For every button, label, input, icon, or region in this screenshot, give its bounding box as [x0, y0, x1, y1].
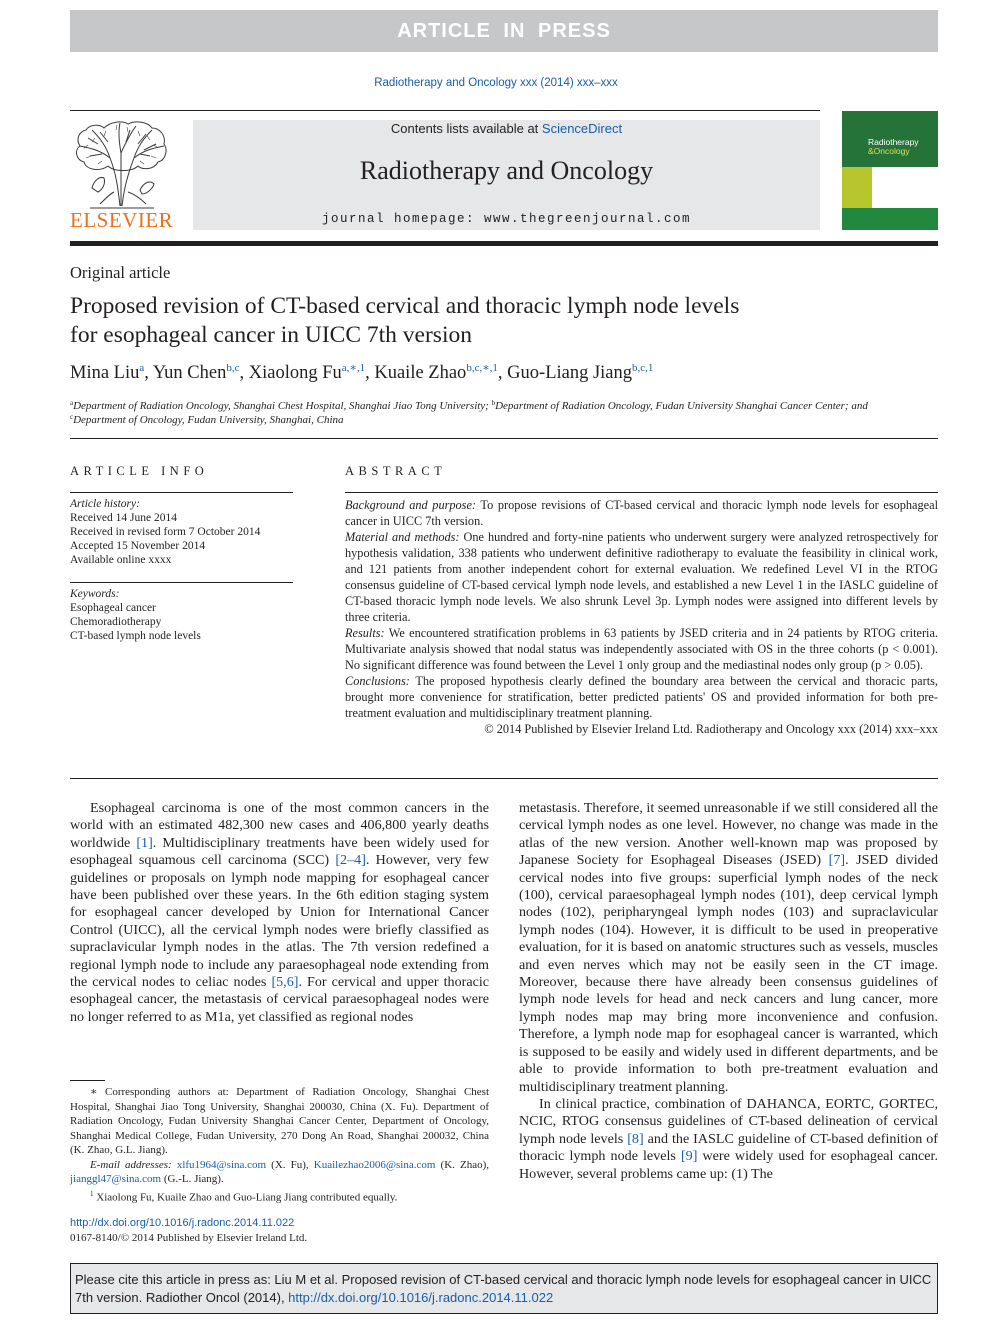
abstract-copyright: © 2014 Published by Elsevier Ireland Ltd. Radiotherapy and Oncology xxx (2014) xxx–xxx: [484, 722, 938, 736]
article-title: [70, 292, 870, 350]
cover-title-line2: &Oncology: [868, 146, 910, 156]
article-info-rule: [70, 492, 293, 493]
affiliation-line-2: [70, 410, 938, 427]
body-text: In clinical practice, combination of DAHANCA, EORTC, GORTEC, NCIC, RTOG consensus guidelines of CT-based delineation of cervical lymph node levels: [519, 1095, 938, 1147]
journal-title: Radiotherapy and Oncology: [359, 156, 654, 185]
article-info-heading: ARTICLE INFO: [70, 464, 209, 478]
abstract-text: One hundred and forty-nine patients who underwent surgery were analyzed retrospectively for hypothesis validation, 338 patients who underwent definitive radiotherapy to evaluate the feasibility in clinical work, and 121 patients from another independent cohort for external evaluation. We redefined Level VI in the RTOG consensus guideline of CT-based cervical lymph node levels, and established a new Level 1 in the IASLC guideline of CT-based thoracic lymph node levels. We also shrunk Level 3p. Lymph nodes were assigned into different levels by three criteria.: [345, 530, 938, 624]
abstract-text: To propose revisions of CT-based cervical and thoracic lymph node levels for esophageal cancer in UICC 7th version.: [345, 498, 938, 528]
affiliation-mark: a: [70, 399, 74, 407]
issn-line: 0167-8140/© 2014 Published by Elsevier Ireland Ltd.: [70, 1232, 308, 1244]
cover-title-line1: Radiotherapy: [868, 137, 919, 147]
article-title-line2: for esophageal cancer in UICC 7th version: [70, 322, 472, 348]
author-name[interactable]: Mina Liu: [70, 363, 140, 383]
cover-white-block: [872, 167, 938, 208]
abstract-bottom-rule: [70, 778, 938, 779]
author-affiliation-mark[interactable]: b,c,1: [632, 362, 654, 374]
doi-line: [70, 1217, 294, 1229]
contents-line: [193, 121, 820, 136]
keyword: CT-based lymph node levels: [70, 630, 201, 642]
abstract-label: Background and purpose:: [345, 498, 477, 512]
author-affiliation-mark[interactable]: b,c,∗,1: [466, 362, 498, 374]
affiliation-mark: b: [491, 399, 496, 407]
journal-homepage[interactable]: journal homepage: www.thegreenjournal.com: [321, 212, 692, 226]
abstract-results: [345, 625, 938, 673]
footnote-mark: ∗: [90, 1086, 98, 1098]
footnote-rule: [70, 1080, 105, 1081]
abstract-body: [345, 497, 938, 737]
header-rule: [70, 110, 820, 111]
keyword: Chemoradiotherapy: [70, 616, 162, 628]
email-owner: (X. Fu),: [266, 1158, 314, 1171]
keywords-rule: [70, 582, 293, 583]
author-separator: ,: [365, 363, 375, 383]
section-rule: [70, 438, 938, 439]
keywords-label: Keywords:: [70, 588, 120, 600]
author-list: [70, 361, 653, 384]
history-received: Received 14 June 2014: [70, 512, 177, 524]
abstract-background: [345, 497, 938, 529]
abstract-text: We encountered stratification problems in 63 patients by JSED criteria and in 24 patients by RTOG criteria. Multivariate analysis showed that nodal status was independently associated with OS in the three cohorts (p < 0.001). No significant difference was found between the Level 1 only group and the mediastinal nodes only group (p > 0.05).: [345, 626, 938, 672]
body-paragraph: [519, 1096, 938, 1183]
abstract-label: Material and methods:: [345, 530, 460, 544]
email-link[interactable]: xlfu1964@sina.com: [176, 1158, 267, 1171]
article-title-line1: Proposed revision of CT-based cervical and thoracic lymph node levels: [70, 293, 740, 319]
author-affiliation-mark[interactable]: a,∗,1: [341, 362, 366, 374]
author-separator: ,: [239, 363, 249, 383]
abstract-label: Conclusions:: [345, 674, 410, 688]
abstract-heading: ABSTRACT: [345, 464, 447, 478]
affiliation-mark: c: [70, 413, 74, 421]
email-label: E-mail addresses:: [90, 1158, 172, 1171]
author-separator: ,: [144, 363, 153, 383]
reference-link[interactable]: [8]: [627, 1130, 644, 1147]
citation-box: [70, 1263, 938, 1314]
affiliation-text: Department of Radiation Oncology, Shanghai Chest Hospital, Shanghai Jiao Tong University;: [73, 400, 492, 412]
abstract-label: Results:: [345, 626, 385, 640]
citation-box-text: Please cite this article in press as: Liu M et al. Proposed revision of CT-based cervical and thoracic lymph node levels for esophageal cancer in UICC 7th version. Radiother Oncol (2014),: [75, 1272, 932, 1305]
footnotes: [70, 1085, 489, 1205]
reference-link[interactable]: [1]: [136, 834, 153, 851]
body-column-left: [70, 800, 489, 1026]
body-paragraph: [70, 800, 489, 1026]
body-text: . For cervical and upper thoracic esophageal cancer, the metastasis of cervical paraesophageal nodes were no longer referred to as M1a, yet classified as regional nodes: [70, 974, 490, 1025]
history-revised: Received in revised form 7 October 2014: [70, 526, 261, 538]
sciencedirect-link[interactable]: ScienceDirect: [541, 121, 623, 136]
affiliation-text: Department of Oncology, Fudan University, Shanghai, China: [73, 414, 344, 426]
footnote-text: Corresponding authors at: Department of Radiation Oncology, Shanghai Chest Hospital, Shanghai Jiao Tong University, Shanghai 200030, China (X. Fu). Department of Radiation Oncology, Fudan University Shanghai Cancer Center, Department of Oncology, Shanghai Medical College, Fudan University, 270 Dong An Road, Shanghai 200032, China (K. Zhao, G.L. Jiang).: [70, 1086, 489, 1156]
body-column-right: [519, 800, 938, 1183]
body-text: were widely used for esophageal cancer. However, several problems came up: (1) The: [519, 1148, 938, 1182]
abstract-rule: [345, 492, 938, 493]
corresponding-author-note: [70, 1085, 489, 1158]
author-name[interactable]: Yun Chen: [152, 363, 227, 383]
author-name[interactable]: Xiaolong Fu: [248, 363, 342, 383]
body-paragraph: [519, 800, 938, 1096]
reference-link[interactable]: [7]: [828, 852, 846, 869]
footnote-text: Xiaolong Fu, Kuaile Zhao and Guo-Liang Jiang contributed equally.: [93, 1191, 398, 1204]
body-text: Esophageal carcinoma is one of the most common cancers in the world with an estimated 482,300 new cases and 406,800 yearly deaths worldwide: [70, 800, 489, 851]
email-note: [70, 1158, 489, 1187]
journal-cover-image: [842, 111, 938, 230]
abstract-methods: [345, 529, 938, 625]
citation-doi-link[interactable]: http://dx.doi.org/10.1016/j.radonc.2014.11.022: [288, 1290, 554, 1305]
doi-link[interactable]: http://dx.doi.org/10.1016/j.radonc.2014.11.022: [70, 1217, 295, 1229]
body-text: and the IASLC guideline of CT-based definition of thoracic lymph node levels: [519, 1130, 939, 1165]
article-in-press-banner: ARTICLE IN PRESS: [70, 10, 938, 52]
publisher-logo-text: ELSEVIER: [70, 208, 174, 232]
email-owner: (K. Zhao),: [435, 1158, 490, 1171]
reference-link[interactable]: [5,6]: [271, 974, 299, 991]
email-link[interactable]: jianggl47@sina.com: [70, 1173, 162, 1185]
header-thick-rule: [70, 241, 938, 246]
article-history-label: Article history:: [70, 498, 140, 510]
article-type: Original article: [70, 263, 171, 282]
body-text: . JSED divided cervical nodes into five groups: superficial lymph nodes of the neck (100), cervical paraesophageal lymph nodes (101), deep cervical lymph nodes (102), peripharyngeal lymph nodes (103) and supraclavicular lymph nodes (104). However, it is difficult to be used in preoperative evaluation, for it is based on anatomic structures such as vessels, muscles and even nerves which may not be easily seen in the CT image. Moreover, because there have already been consensus guidelines of lymph node levels for head and neck cancers and lung cancer, more lymph nodes map may bring more inconvenience and confusion. Therefore, a lymph node map for esophageal cancer is warranted, which is supposed to be easily and widely used in different departments, and be able to provide information to both pre-treatment evaluation and multidisciplinary treatment planning.: [519, 852, 938, 1095]
history-accepted: Accepted 15 November 2014: [70, 540, 206, 552]
footnote-mark: 1: [90, 1189, 94, 1198]
equal-contribution-note: [70, 1187, 489, 1205]
reference-link[interactable]: [2–4]: [335, 852, 366, 869]
author-affiliation-mark[interactable]: b,c: [226, 362, 240, 374]
author-name[interactable]: Kuaile Zhao: [374, 363, 467, 383]
contents-prefix: Contents lists available at: [390, 121, 542, 136]
affiliation-text: Department of Radiation Oncology, Fudan University Shanghai Cancer Center; and: [495, 400, 868, 412]
cover-title: [868, 138, 919, 156]
author-affiliation-mark[interactable]: a: [139, 362, 145, 374]
cover-lime-block: [842, 167, 872, 208]
body-text: . However, very few guidelines or proposals on lymph node mapping for esophageal cancer have been published over these years. In the 6th edition staging system for esophageal cancer developed by Union for International Cancer Control (UICC), all the cervical lymph nodes were briefly classified as supraclavicular lymph nodes in the atlas. The 7th version redefined a regional lymph node to include any paraesophageal node extending from the cervical nodes to celiac nodes: [70, 852, 489, 991]
email-link[interactable]: Kuailezhao2006@sina.com: [313, 1158, 436, 1171]
reference-link[interactable]: [9]: [680, 1148, 698, 1165]
history-online: Available online xxxx: [70, 554, 172, 566]
email-owner: (G.-L. Jiang).: [161, 1173, 224, 1185]
author-separator: ,: [497, 363, 508, 383]
abstract-conclusions: [345, 673, 938, 721]
journal-citation-link[interactable]: [0, 77, 992, 89]
keyword: Esophageal cancer: [70, 602, 156, 614]
abstract-text: The proposed hypothesis clearly defined the boundary area between the cervical and thoracic parts, brought more convenience for stratification, better predicted patients' OS and provided information for both pre-treatment evaluation and multidisciplinary treatment planning.: [345, 674, 938, 720]
body-text: metastasis. Therefore, it seemed unreasonable if we still considered all the cervical lymph nodes as one level. However, no change was made in the atlas of the new version. Another well-known map was proposed by Japanese Society for Esophageal Diseases (JSED): [519, 800, 938, 869]
journal-citation-text[interactable]: Radiotherapy and Oncology xxx (2014) xxx–xxx: [374, 77, 618, 89]
author-name[interactable]: Guo-Liang Jiang: [507, 363, 633, 383]
body-text: . Multidisciplinary treatments have been widely used for esophageal squamous cell carcinoma (SCC): [70, 834, 489, 869]
